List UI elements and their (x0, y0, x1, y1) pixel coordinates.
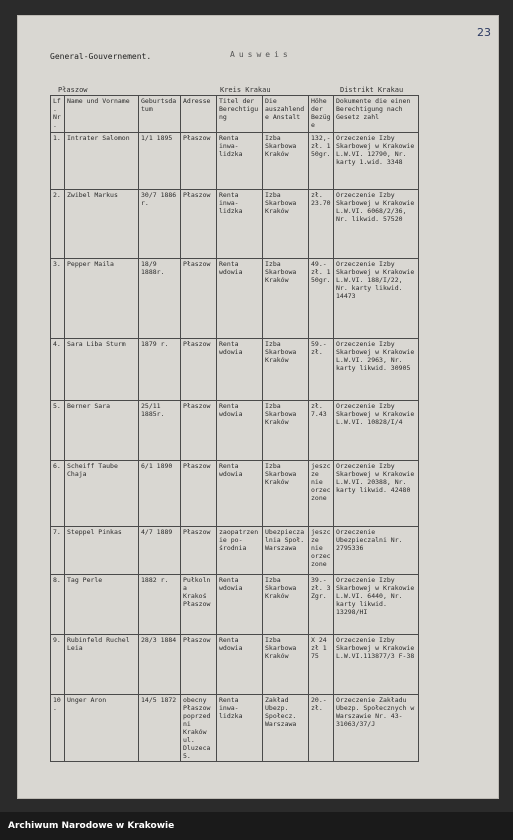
benefit-title: Renta wdowia (217, 635, 263, 695)
benefit-title: Renta inwa-lidzka (217, 133, 263, 190)
benefit-amount: 49.- zł. 1 50gr. (309, 259, 334, 339)
column-header: Lf. Nr. (51, 96, 65, 133)
benefit-title: Renta wdowia (217, 575, 263, 635)
benefit-amount: jeszcze nie orzeczone (309, 527, 334, 575)
table-row (51, 259, 419, 339)
table-row (51, 527, 419, 575)
address: Płaszow (181, 339, 217, 401)
benefit-amount: X 24 zł 1 75 (309, 635, 334, 695)
benefit-title: zaopatrzenie po-środnia (217, 527, 263, 575)
address: Płaszow (181, 190, 217, 259)
authority-label: General-Gouvernement. (50, 52, 152, 61)
table-row (51, 339, 419, 401)
document-reference: Orzeczenie Izby Skarbowej w Krakowie L.W.VI. 2963, Nr. karty likwid. 30905 (334, 339, 419, 401)
benefit-amount: zł. 23.70 (309, 190, 334, 259)
table-row (51, 461, 419, 527)
row-number: 9. (51, 635, 65, 695)
benefit-title: Renta wdowia (217, 401, 263, 461)
person-name: Sara Liba Sturm (65, 339, 139, 401)
row-number: 3. (51, 259, 65, 339)
birth-date: 25/11 1885r. (139, 401, 181, 461)
birth-date: 1/1 1895 (139, 133, 181, 190)
address: Płaszow (181, 461, 217, 527)
benefit-title: Renta wdowia (217, 461, 263, 527)
column-header: Die auszahlende Anstalt (263, 96, 309, 133)
document-reference: Orzeczenie Izby Skarbowej w Krakowie L.W.VI.113877/3 F-38 (334, 635, 419, 695)
paying-institution: Ubezpieczalnia Społ. Warszawa (263, 527, 309, 575)
address: Płaszow (181, 133, 217, 190)
benefit-amount: 132,- zł. 1 50gr. (309, 133, 334, 190)
city-label: Płaszow (58, 86, 88, 94)
region-label: Distrikt Krakau (340, 86, 404, 94)
records-table (50, 95, 419, 762)
column-header: Adresse (181, 96, 217, 133)
page-number: 23 (477, 26, 491, 39)
birth-date: 28/3 1884 (139, 635, 181, 695)
benefit-amount: zł. 7.43 (309, 401, 334, 461)
benefit-title: Renta wdowia (217, 339, 263, 401)
person-name: Berner Sara (65, 401, 139, 461)
archive-credit: Archiwum Narodowe w Krakowie (8, 821, 175, 831)
document-reference: Orzeczenie Izby Skarbowej w Krakowie L.W.VI. 10828/I/4 (334, 401, 419, 461)
person-name: Scheiff Taube Chaja (65, 461, 139, 527)
person-name: Unger Aron (65, 695, 139, 762)
birth-date: 4/7 1889 (139, 527, 181, 575)
address: Płaszow (181, 635, 217, 695)
address: Pułkolna Krakoś Płaszow (181, 575, 217, 635)
paying-institution: Izba Skarbowa Kraków (263, 401, 309, 461)
document-header (50, 50, 292, 61)
column-header: Geburtsdatum (139, 96, 181, 133)
table-row (51, 133, 419, 190)
column-header: Dokumente die einen Berechtigung nach Gesetz zahl (334, 96, 419, 133)
district-label: Kreis Krakau (220, 86, 271, 94)
document-reference: Orzeczenie Izby Skarbowej w Krakowie L.W.VI. 188/I/22, Nr. karty likwid. 14473 (334, 259, 419, 339)
paying-institution: Izba Skarbowa Kraków (263, 635, 309, 695)
column-header: Name und Vorname (65, 96, 139, 133)
row-number: 5. (51, 401, 65, 461)
table-row (51, 575, 419, 635)
document-reference: Orzeczenie Zakładu Ubezp. Społecznych w Warszawie Nr. 43-31063/37/J (334, 695, 419, 762)
column-header: Titel der Berechtigung (217, 96, 263, 133)
benefit-title: Renta inwa-lidzka (217, 190, 263, 259)
paying-institution: Izba Skarbowa Kraków (263, 339, 309, 401)
birth-date: 1879 r. (139, 339, 181, 401)
row-number: 10. (51, 695, 65, 762)
document-reference: Orzeczenie Izby Skarbowej w Krakowie L.W.VI. 6068/2/36, Nr. likwid. 57520 (334, 190, 419, 259)
birth-date: 1882 r. (139, 575, 181, 635)
table-row (51, 190, 419, 259)
row-number: 1. (51, 133, 65, 190)
column-header: Höhe der Bezüge (309, 96, 334, 133)
address: Płaszow (181, 401, 217, 461)
row-number: 8. (51, 575, 65, 635)
table-row (51, 401, 419, 461)
document-reference: Orzeczenie Izby Skarbowej w Krakowie L.W.VI. 6440, Nr. karty likwid. 13298/HI (334, 575, 419, 635)
row-number: 2. (51, 190, 65, 259)
person-name: Rubinfeld Ruchel Leia (65, 635, 139, 695)
document-reference: Orzeczenie Ubezpieczalni Nr. 2795336 (334, 527, 419, 575)
benefit-title: Renta wdowia (217, 259, 263, 339)
table-header-row (51, 96, 419, 133)
person-name: Intrater Salomon (65, 133, 139, 190)
birth-date: 18/9 1888r. (139, 259, 181, 339)
birth-date: 14/5 1872 (139, 695, 181, 762)
person-name: Pepper Maila (65, 259, 139, 339)
paying-institution: Izba Skarbowa Kraków (263, 133, 309, 190)
person-name: Steppel Pinkas (65, 527, 139, 575)
row-number: 4. (51, 339, 65, 401)
paying-institution: Izba Skarbowa Kraków (263, 259, 309, 339)
paying-institution: Izba Skarbowa Kraków (263, 575, 309, 635)
address: Płaszow (181, 527, 217, 575)
document-reference: Orzeczenie Izby Skarbowej w Krakowie L.W.VI. 20388, Nr. karty likwid. 42480 (334, 461, 419, 527)
table-row (51, 695, 419, 762)
document-reference: Orzeczenie Izby Skarbowej w Krakowie L.W.VI. 12790, Nr. karty 1.wid. 3348 (334, 133, 419, 190)
benefit-amount: jeszcze nie orzeczone (309, 461, 334, 527)
paying-institution: Izba Skarbowa Kraków (263, 190, 309, 259)
document-title: Ausweis (230, 50, 292, 59)
table-row (51, 635, 419, 695)
address: Płaszow (181, 259, 217, 339)
person-name: Zwibel Markus (65, 190, 139, 259)
benefit-amount: 20.- zł. (309, 695, 334, 762)
person-name: Tag Perle (65, 575, 139, 635)
paying-institution: Izba Skarbowa Kraków (263, 461, 309, 527)
row-number: 7. (51, 527, 65, 575)
row-number: 6. (51, 461, 65, 527)
address: obecny Płaszow poprzedni Kraków ul. Dluzeca 5. (181, 695, 217, 762)
birth-date: 6/1 1890 (139, 461, 181, 527)
birth-date: 30/7 1886 r. (139, 190, 181, 259)
benefit-amount: 59.- zł. (309, 339, 334, 401)
benefit-title: Renta inwa-lidzka (217, 695, 263, 762)
benefit-amount: 39.- zł. 3 Zgr. (309, 575, 334, 635)
paying-institution: Zakład Ubezp. Społecz. Warszawa (263, 695, 309, 762)
